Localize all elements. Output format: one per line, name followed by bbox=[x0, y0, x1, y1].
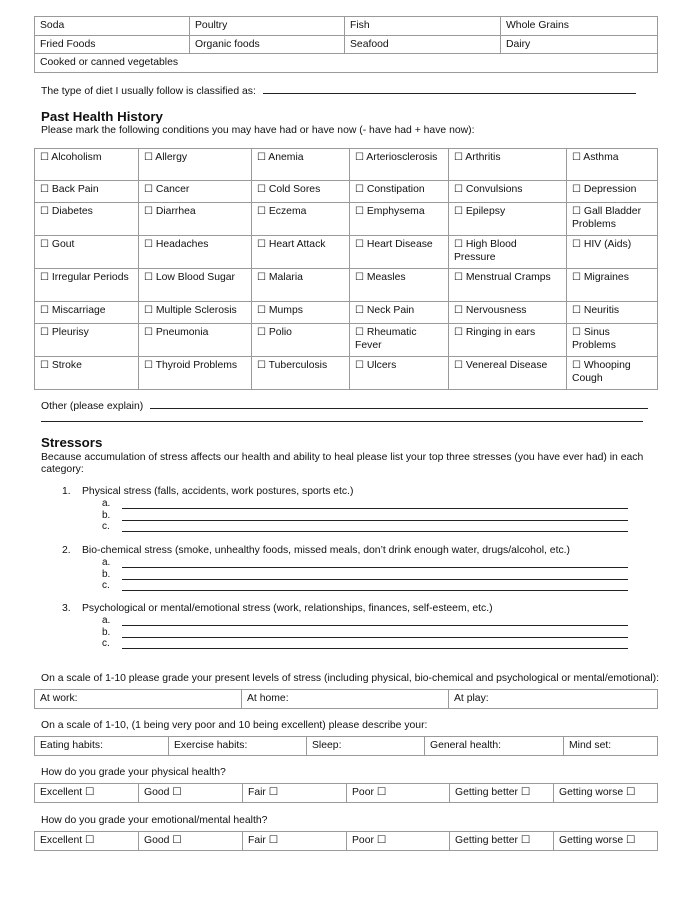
condition-label: Anemia bbox=[268, 152, 304, 163]
stressor-input-line[interactable] bbox=[122, 637, 628, 638]
stressor-number: 2. bbox=[62, 545, 71, 556]
stressor-sub-label: a. bbox=[102, 615, 111, 626]
condition-cell[interactable] bbox=[449, 181, 567, 203]
condition-cell[interactable] bbox=[350, 324, 449, 357]
condition-label: Heart Disease bbox=[366, 239, 433, 250]
stressor-sub-label: a. bbox=[102, 498, 111, 509]
food-cell: Fried Foods bbox=[35, 35, 190, 54]
condition-label: Nervousness bbox=[465, 305, 527, 316]
condition-label: Migraines bbox=[583, 272, 629, 283]
checkbox-icon[interactable]: ☐ bbox=[454, 239, 463, 250]
condition-label: Sinus Problems bbox=[572, 327, 616, 351]
habits-scale-table bbox=[34, 736, 658, 756]
condition-label: Measles bbox=[366, 272, 406, 283]
checkbox-icon[interactable]: ☐ bbox=[40, 360, 49, 371]
emotional-getting-better-option[interactable]: Getting better ☐ bbox=[450, 832, 554, 851]
emotional-good-option[interactable]: Good ☐ bbox=[139, 832, 243, 851]
condition-label: HIV (Aids) bbox=[583, 239, 632, 250]
condition-label: Neuritis bbox=[583, 305, 620, 316]
diet-type-input-line[interactable] bbox=[263, 93, 636, 94]
condition-label: Gall Bladder Problems bbox=[572, 206, 642, 230]
checkbox-icon[interactable]: ☐ bbox=[40, 239, 49, 250]
checkbox-icon[interactable]: ☐ bbox=[355, 305, 364, 316]
stressor-input-line[interactable] bbox=[122, 590, 628, 591]
condition-label: Ulcers bbox=[366, 360, 397, 371]
condition-label: Thyroid Problems bbox=[155, 360, 238, 371]
condition-cell[interactable] bbox=[449, 357, 567, 390]
stressor-sub-label: b. bbox=[102, 626, 111, 638]
checkbox-icon[interactable]: ☐ bbox=[257, 305, 266, 316]
condition-label: Allergy bbox=[155, 152, 188, 163]
stressor-sub-label: c. bbox=[102, 638, 110, 649]
checkbox-icon[interactable]: ☐ bbox=[454, 327, 463, 338]
checkbox-icon[interactable]: ☐ bbox=[572, 327, 581, 338]
condition-cell[interactable] bbox=[252, 302, 350, 324]
condition-label: Miscarriage bbox=[51, 305, 106, 316]
condition-cell[interactable] bbox=[350, 181, 449, 203]
checkbox-icon[interactable]: ☐ bbox=[355, 184, 364, 195]
condition-label: Irregular Periods bbox=[51, 272, 129, 283]
checkbox-icon[interactable]: ☐ bbox=[572, 360, 581, 371]
condition-label: Eczema bbox=[268, 206, 307, 217]
condition-label: Cancer bbox=[155, 184, 190, 195]
checkbox-icon[interactable]: ☐ bbox=[40, 272, 49, 283]
checkbox-icon[interactable]: ☐ bbox=[454, 206, 463, 217]
checkbox-icon[interactable]: ☐ bbox=[144, 239, 153, 250]
checkbox-icon[interactable]: ☐ bbox=[40, 327, 49, 338]
condition-label: Headaches bbox=[155, 239, 209, 250]
checkbox-icon[interactable]: ☐ bbox=[572, 206, 581, 217]
condition-cell[interactable] bbox=[252, 324, 350, 357]
condition-cell[interactable] bbox=[35, 181, 139, 203]
diet-type-label: The type of diet I usually follow is classified as: bbox=[41, 86, 256, 97]
condition-cell[interactable] bbox=[35, 149, 139, 181]
condition-cell[interactable] bbox=[139, 357, 252, 390]
condition-label: Back Pain bbox=[51, 184, 99, 195]
table-row bbox=[35, 236, 658, 269]
checkbox-icon[interactable]: ☐ bbox=[454, 272, 463, 283]
table-row bbox=[35, 149, 658, 181]
checkbox-icon[interactable]: ☐ bbox=[355, 272, 364, 283]
checkbox-icon[interactable]: ☐ bbox=[144, 272, 153, 283]
eating-habits-cell[interactable]: Eating habits: bbox=[35, 737, 169, 756]
condition-cell[interactable] bbox=[567, 181, 658, 203]
food-cell: Dairy bbox=[501, 35, 658, 54]
stressor-sub-label: c. bbox=[102, 580, 110, 591]
stress-scale-table bbox=[34, 689, 658, 709]
checkbox-icon[interactable]: ☐ bbox=[257, 327, 266, 338]
table-row bbox=[35, 324, 658, 357]
emotional-getting-worse-option[interactable]: Getting worse ☐ bbox=[554, 832, 658, 851]
checkbox-icon[interactable]: ☐ bbox=[144, 206, 153, 217]
physical-health-table bbox=[34, 783, 658, 803]
checkbox-icon[interactable]: ☐ bbox=[572, 305, 581, 316]
general-health-cell[interactable]: General health: bbox=[425, 737, 564, 756]
stressor-input-line[interactable] bbox=[122, 531, 628, 532]
condition-label: Epilepsy bbox=[465, 206, 506, 217]
food-cell: Fish bbox=[345, 17, 501, 36]
sleep-cell[interactable]: Sleep: bbox=[307, 737, 425, 756]
condition-label: High Blood Pressure bbox=[454, 239, 517, 263]
stressors-intro: Because accumulation of stress affects our health and ability to heal please list your top three stresses (you have ever had) in each category: bbox=[41, 452, 644, 475]
checkbox-icon[interactable]: ☐ bbox=[257, 239, 266, 250]
checkbox-icon[interactable]: ☐ bbox=[572, 184, 581, 195]
checkbox-icon[interactable]: ☐ bbox=[40, 152, 49, 163]
condition-cell[interactable] bbox=[567, 236, 658, 269]
checkbox-icon[interactable]: ☐ bbox=[144, 327, 153, 338]
food-cell: Cooked or canned vegetables bbox=[35, 54, 658, 73]
condition-cell[interactable] bbox=[567, 149, 658, 181]
stressor-input-line[interactable] bbox=[122, 579, 628, 580]
condition-label: Whooping Cough bbox=[572, 360, 631, 384]
condition-cell[interactable] bbox=[350, 149, 449, 181]
stressor-input-line[interactable] bbox=[122, 625, 628, 626]
condition-label: Ringing in ears bbox=[465, 327, 536, 338]
past-health-title: Past Health History bbox=[41, 109, 163, 124]
condition-cell[interactable] bbox=[449, 302, 567, 324]
other-input-line-2[interactable] bbox=[41, 421, 643, 422]
emotional-fair-option[interactable]: Fair ☐ bbox=[243, 832, 347, 851]
stressor-sub-label: a. bbox=[102, 557, 111, 568]
condition-cell[interactable] bbox=[139, 149, 252, 181]
food-cell: Soda bbox=[35, 17, 190, 36]
checkbox-icon[interactable]: ☐ bbox=[257, 152, 266, 163]
condition-cell[interactable] bbox=[35, 203, 139, 236]
checkbox-icon[interactable]: ☐ bbox=[144, 360, 153, 371]
checkbox-icon[interactable]: ☐ bbox=[355, 327, 364, 338]
checkbox-icon[interactable]: ☐ bbox=[355, 206, 364, 217]
table-row bbox=[35, 357, 658, 390]
condition-cell[interactable] bbox=[139, 181, 252, 203]
condition-label: Low Blood Sugar bbox=[155, 272, 235, 283]
emotional-excellent-option[interactable]: Excellent ☐ bbox=[35, 832, 139, 851]
checkbox-icon[interactable]: ☐ bbox=[355, 360, 364, 371]
table-row bbox=[35, 181, 658, 203]
condition-label: Constipation bbox=[366, 184, 425, 195]
condition-cell[interactable] bbox=[35, 357, 139, 390]
condition-cell[interactable] bbox=[252, 357, 350, 390]
checkbox-icon[interactable]: ☐ bbox=[40, 184, 49, 195]
condition-label: Convulsions bbox=[465, 184, 523, 195]
food-cell: Poultry bbox=[190, 17, 345, 36]
stressor-category-label: Physical stress (falls, accidents, work postures, sports etc.) bbox=[82, 486, 354, 497]
past-health-instructions: Please mark the following conditions you may have had or have now (- have had + have now): bbox=[41, 125, 475, 136]
stressor-input-line[interactable] bbox=[122, 520, 628, 521]
stressor-number: 3. bbox=[62, 603, 71, 614]
checkbox-icon[interactable]: ☐ bbox=[454, 152, 463, 163]
physical-poor-option[interactable]: Poor ☐ bbox=[347, 784, 450, 803]
emotional-poor-option[interactable]: Poor ☐ bbox=[347, 832, 450, 851]
condition-label: Tuberculosis bbox=[268, 360, 328, 371]
condition-label: Rheumatic Fever bbox=[355, 327, 417, 351]
table-row bbox=[35, 54, 658, 73]
checkbox-icon[interactable]: ☐ bbox=[572, 272, 581, 283]
condition-cell[interactable] bbox=[350, 269, 449, 302]
condition-cell[interactable] bbox=[252, 269, 350, 302]
checkbox-icon[interactable]: ☐ bbox=[454, 305, 463, 316]
condition-label: Neck Pain bbox=[366, 305, 415, 316]
stressor-number: 1. bbox=[62, 486, 71, 497]
condition-cell[interactable] bbox=[350, 302, 449, 324]
condition-cell[interactable] bbox=[139, 269, 252, 302]
checkbox-icon[interactable]: ☐ bbox=[257, 206, 266, 217]
stressor-input-line[interactable] bbox=[122, 567, 628, 568]
condition-cell[interactable] bbox=[567, 357, 658, 390]
checkbox-icon[interactable]: ☐ bbox=[572, 152, 581, 163]
condition-cell[interactable] bbox=[35, 324, 139, 357]
table-row bbox=[35, 690, 658, 709]
table-row bbox=[35, 784, 658, 803]
food-cell: Whole Grains bbox=[501, 17, 658, 36]
condition-label: Multiple Sclerosis bbox=[155, 305, 237, 316]
physical-health-prompt: How do you grade your physical health? bbox=[41, 767, 226, 778]
condition-cell[interactable] bbox=[139, 236, 252, 269]
other-row bbox=[41, 401, 648, 412]
stressor-sub-label: c. bbox=[102, 521, 110, 532]
checkbox-icon[interactable]: ☐ bbox=[144, 305, 153, 316]
table-row bbox=[35, 35, 658, 54]
condition-cell[interactable] bbox=[252, 149, 350, 181]
table-row bbox=[35, 832, 658, 851]
exercise-habits-cell[interactable]: Exercise habits: bbox=[169, 737, 307, 756]
condition-label: Pneumonia bbox=[155, 327, 209, 338]
physical-getting-better-option[interactable]: Getting better ☐ bbox=[450, 784, 554, 803]
table-row bbox=[35, 17, 658, 36]
checkbox-icon[interactable]: ☐ bbox=[257, 272, 266, 283]
stressor-sub-label: b. bbox=[102, 509, 111, 521]
checkbox-icon[interactable]: ☐ bbox=[144, 184, 153, 195]
food-cell: Organic foods bbox=[190, 35, 345, 54]
stressor-sub-label: b. bbox=[102, 568, 111, 580]
other-label: Other (please explain) bbox=[41, 401, 144, 412]
condition-cell[interactable] bbox=[35, 302, 139, 324]
condition-cell[interactable] bbox=[449, 324, 567, 357]
food-table bbox=[34, 16, 658, 73]
condition-cell[interactable] bbox=[35, 269, 139, 302]
condition-cell[interactable] bbox=[449, 203, 567, 236]
condition-label: Gout bbox=[51, 239, 75, 250]
physical-fair-option[interactable]: Fair ☐ bbox=[243, 784, 347, 803]
condition-cell[interactable] bbox=[350, 236, 449, 269]
condition-label: Cold Sores bbox=[268, 184, 321, 195]
stress-scale-prompt: On a scale of 1-10 please grade your present levels of stress (including physical, bio-chemical and psychological or mental/emotional): bbox=[41, 673, 659, 684]
condition-label: Menstrual Cramps bbox=[465, 272, 551, 283]
mind-set-cell[interactable]: Mind set: bbox=[564, 737, 658, 756]
physical-getting-worse-option[interactable]: Getting worse ☐ bbox=[554, 784, 658, 803]
condition-label: Alcoholism bbox=[51, 152, 102, 163]
emotional-health-prompt: How do you grade your emotional/mental health? bbox=[41, 815, 268, 826]
condition-label: Diabetes bbox=[51, 206, 93, 217]
checkbox-icon[interactable]: ☐ bbox=[144, 152, 153, 163]
condition-cell[interactable] bbox=[350, 203, 449, 236]
condition-cell[interactable] bbox=[350, 357, 449, 390]
condition-label: Stroke bbox=[51, 360, 82, 371]
condition-label: Emphysema bbox=[366, 206, 425, 217]
checkbox-icon[interactable]: ☐ bbox=[355, 239, 364, 250]
stress-at-work-cell[interactable]: At work: bbox=[35, 690, 242, 709]
physical-excellent-option[interactable]: Excellent ☐ bbox=[35, 784, 139, 803]
other-input-line[interactable] bbox=[150, 408, 648, 409]
stress-at-play-cell[interactable]: At play: bbox=[449, 690, 658, 709]
checkbox-icon[interactable]: ☐ bbox=[454, 360, 463, 371]
stressor-input-line[interactable] bbox=[122, 648, 628, 649]
condition-label: Venereal Disease bbox=[465, 360, 548, 371]
condition-cell[interactable] bbox=[567, 302, 658, 324]
condition-label: Asthma bbox=[583, 152, 619, 163]
conditions-table bbox=[34, 148, 658, 390]
condition-cell[interactable] bbox=[449, 236, 567, 269]
condition-label: Arthritis bbox=[465, 152, 501, 163]
checkbox-icon[interactable]: ☐ bbox=[257, 360, 266, 371]
checkbox-icon[interactable]: ☐ bbox=[572, 239, 581, 250]
table-row bbox=[35, 302, 658, 324]
table-row bbox=[35, 269, 658, 302]
stressor-category-label: Bio-chemical stress (smoke, unhealthy foods, missed meals, don’t drink enough water, drugs/alcohol, etc.) bbox=[82, 545, 571, 556]
checkbox-icon[interactable]: ☐ bbox=[40, 305, 49, 316]
stressors-title: Stressors bbox=[41, 435, 103, 450]
stressor-input-line[interactable] bbox=[122, 508, 628, 509]
condition-cell[interactable] bbox=[35, 236, 139, 269]
condition-label: Mumps bbox=[268, 305, 303, 316]
condition-label: Heart Attack bbox=[268, 239, 326, 250]
emotional-health-table bbox=[34, 831, 658, 851]
condition-cell[interactable] bbox=[567, 324, 658, 357]
food-cell: Seafood bbox=[345, 35, 501, 54]
condition-cell[interactable] bbox=[567, 269, 658, 302]
condition-cell[interactable] bbox=[252, 236, 350, 269]
physical-good-option[interactable]: Good ☐ bbox=[139, 784, 243, 803]
table-row bbox=[35, 737, 658, 756]
checkbox-icon[interactable]: ☐ bbox=[355, 152, 364, 163]
table-row bbox=[35, 203, 658, 236]
condition-label: Malaria bbox=[268, 272, 303, 283]
diet-type-row bbox=[41, 86, 636, 97]
condition-cell[interactable] bbox=[139, 324, 252, 357]
condition-cell[interactable] bbox=[252, 203, 350, 236]
condition-cell[interactable] bbox=[139, 203, 252, 236]
stressor-category-label: Psychological or mental/emotional stress (work, relationships, finances, self-esteem, etc.) bbox=[82, 603, 493, 614]
checkbox-icon[interactable]: ☐ bbox=[40, 206, 49, 217]
condition-cell[interactable] bbox=[449, 269, 567, 302]
condition-label: Diarrhea bbox=[155, 206, 196, 217]
condition-cell[interactable] bbox=[567, 203, 658, 236]
condition-label: Arteriosclerosis bbox=[366, 152, 438, 163]
condition-label: Polio bbox=[268, 327, 292, 338]
checkbox-icon[interactable]: ☐ bbox=[257, 184, 266, 195]
condition-cell[interactable] bbox=[139, 302, 252, 324]
stress-at-home-cell[interactable]: At home: bbox=[242, 690, 449, 709]
checkbox-icon[interactable]: ☐ bbox=[454, 184, 463, 195]
condition-label: Pleurisy bbox=[51, 327, 89, 338]
habits-scale-prompt: On a scale of 1-10, (1 being very poor and 10 being excellent) please describe your: bbox=[41, 720, 428, 731]
condition-label: Depression bbox=[583, 184, 637, 195]
condition-cell[interactable] bbox=[449, 149, 567, 181]
condition-cell[interactable] bbox=[252, 181, 350, 203]
